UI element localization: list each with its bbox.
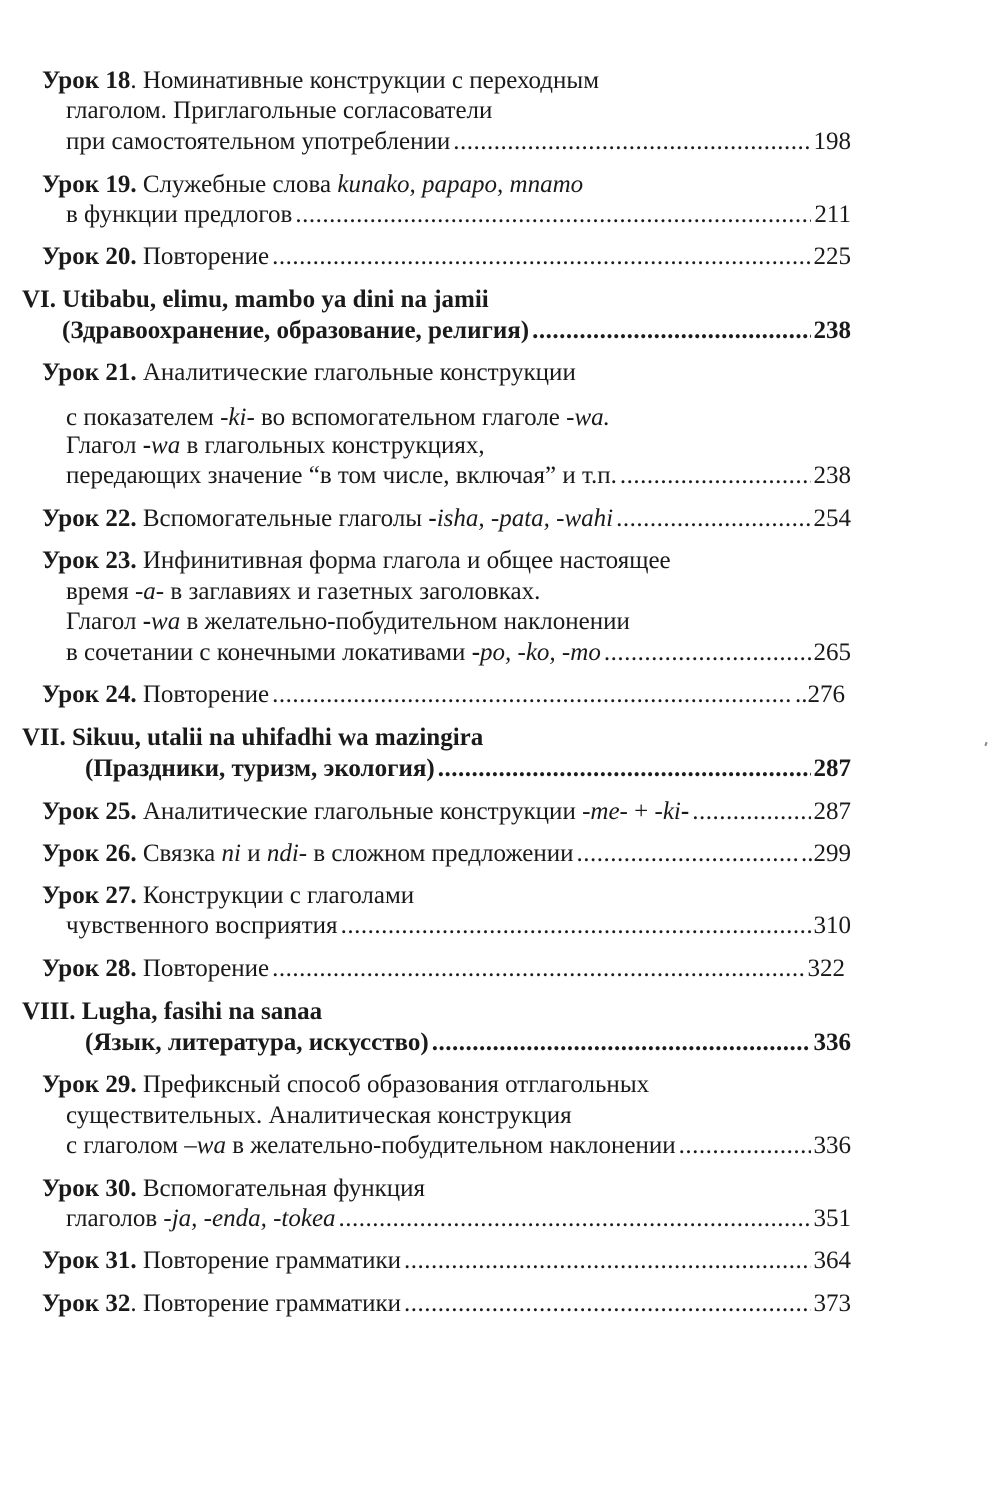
text-italic: - (220, 404, 229, 431)
toc-entry-lesson-30[interactable] (66, 1204, 851, 1234)
lesson-title: Повторение грамматики (136, 1247, 401, 1274)
text-italic: po, -ko, -mo (480, 639, 601, 666)
toc-entry-lesson-29[interactable] (66, 1131, 851, 1161)
dot-leader (620, 461, 811, 491)
text-bold: - (471, 639, 481, 666)
toc-entry-lesson-27[interactable] (66, 911, 851, 941)
text-italic: -a- (134, 578, 165, 605)
lesson-label: Урок 27. (42, 882, 137, 909)
lesson-title: Аналитические глагольные конструкции (136, 798, 583, 825)
toc-entry-lesson-22[interactable] (42, 504, 851, 534)
lesson-label: Урок 28. (42, 955, 137, 982)
text: Глагол (66, 608, 143, 635)
lesson-label: Урок 21. (42, 359, 137, 386)
dot-leader (272, 954, 804, 984)
page-number: 198 (813, 128, 851, 155)
toc-entry-lesson-21-line2 (66, 403, 610, 433)
toc-entry-lesson-23-line2 (66, 577, 540, 607)
toc-entry-lesson-23-line1 (42, 546, 671, 576)
text: и (240, 840, 267, 867)
page-number: ..299 (801, 840, 851, 867)
section-7-title (22, 723, 483, 753)
toc-entry-lesson-31[interactable] (42, 1246, 851, 1276)
lesson-title: Повторение (136, 955, 270, 982)
section-6-title (22, 285, 489, 315)
lesson-title: Служебные слова (136, 171, 338, 198)
text: в желательно-побудительном наклонении (180, 608, 630, 635)
toc-entry-lesson-20[interactable] (42, 242, 851, 272)
text-bold: - (142, 608, 152, 635)
text-italic: ndi (266, 840, 299, 867)
dot-leader (692, 797, 810, 827)
text-italic: –wa (184, 1132, 226, 1159)
text: в желательно-побудительном наклонении (225, 1132, 676, 1159)
text: глаголов (66, 1205, 164, 1232)
toc-entry-lesson-19-line1 (42, 170, 583, 200)
lesson-label: Урок 30. (42, 1175, 137, 1202)
dot-leader (453, 127, 810, 157)
lesson-title: . Повторение грамматики (130, 1290, 401, 1317)
section-subtitle: (Здравоохранение, образование, религия) (62, 317, 530, 344)
lesson-title-cont: передающих значение “в том числе, включая” и т.п. (66, 462, 617, 489)
text: в заглавиях и газетных заголовках. (164, 578, 541, 605)
toc-entry-lesson-27-line1 (42, 881, 414, 911)
text-bold: - (142, 432, 152, 459)
toc-entry-section-7[interactable] (85, 754, 851, 784)
toc-entry-lesson-18[interactable] (66, 127, 851, 157)
page-number: ..276 (795, 681, 845, 708)
text: - во вспомогательном глаголе (246, 404, 567, 431)
page-number: 265 (813, 639, 851, 666)
text: в сочетании с конечными локативами (66, 639, 472, 666)
page-number: 364 (813, 1247, 851, 1274)
section-8-title (22, 997, 322, 1027)
toc-entry-lesson-29-line2 (66, 1101, 572, 1131)
toc-entry-lesson-26[interactable] (42, 839, 851, 869)
toc-entry-lesson-24[interactable] (42, 680, 845, 710)
dot-leader (341, 911, 811, 941)
lesson-title-cont: в функции предлогов (66, 201, 293, 228)
page-number: 336 (813, 1132, 851, 1159)
text-bold: - (680, 798, 690, 825)
toc-entry-lesson-29-line1 (42, 1070, 649, 1100)
dot-leader (404, 1289, 811, 1319)
lesson-title: Аналитические глагольные конструкции (136, 359, 576, 386)
lesson-title: Связка (136, 840, 222, 867)
section-subtitle: (Язык, литература, искусство) (85, 1029, 429, 1056)
text-italic: -wa. (566, 404, 610, 431)
page-number: 254 (813, 505, 851, 532)
text: время (66, 578, 135, 605)
dot-leader (272, 680, 792, 710)
lesson-title-italic: isha, -pata, -wahi (436, 505, 614, 532)
lesson-title: . Номинативные конструкции с переходным (130, 67, 600, 94)
dot-leader (577, 839, 798, 869)
toc-entry-lesson-18-line2 (66, 96, 492, 126)
lesson-title: Вспомогательная функция (136, 1175, 426, 1202)
lesson-title: Повторение (136, 243, 270, 270)
text-italic: wa (151, 608, 181, 635)
lesson-label: Урок 20. (42, 243, 137, 270)
lesson-label: Урок 31. (42, 1247, 137, 1274)
dot-leader (404, 1246, 811, 1276)
page-number: 351 (813, 1205, 851, 1232)
text: с показателем (66, 404, 221, 431)
toc-entry-section-8[interactable] (85, 1028, 851, 1058)
page-number: 211 (814, 201, 851, 228)
lesson-title: Инфинитивная форма глагола и общее настоящее (136, 547, 671, 574)
dot-leader (679, 1131, 811, 1161)
page-number: 287 (813, 798, 851, 825)
toc-entry-lesson-28[interactable] (42, 954, 845, 984)
lesson-label: Урок 24. (42, 681, 137, 708)
text-italic: -me- (582, 798, 628, 825)
toc-entry-lesson-21-line3 (66, 431, 485, 461)
text: - в сложном предложении (298, 840, 574, 867)
section-title-text: VIII. Lugha, fasihi na sanaa (22, 998, 323, 1025)
text-bold: - (428, 505, 437, 532)
toc-entry-lesson-18-line1 (42, 66, 599, 96)
lesson-label: Урок 26. (42, 840, 137, 867)
page-number: 238 (813, 462, 851, 489)
lesson-title: Конструкции с глаголами (136, 882, 415, 909)
page-number: 225 (813, 243, 851, 270)
lesson-title-italic: kunako, papapo, mnamo (337, 171, 584, 198)
toc-entry-lesson-21[interactable] (66, 461, 851, 491)
text-italic: -ja, -enda, -tokea (163, 1205, 336, 1232)
section-title-text: VI. Utibabu, elimu, mambo ya dini na jamii (22, 286, 489, 313)
lesson-title-cont: существительных. Аналитическая конструкция (66, 1102, 572, 1129)
text: Глагол (66, 432, 143, 459)
lesson-label: Урок 18 (42, 67, 131, 94)
lesson-label: Урок 25. (42, 798, 137, 825)
lesson-title: Префиксный способ образования отглагольных (136, 1071, 650, 1098)
lesson-title-cont: глаголом. Приглагольные согласователи (66, 97, 493, 124)
text-italic: ni (221, 840, 241, 867)
toc-entry-lesson-19[interactable] (66, 200, 851, 230)
dot-leader (272, 242, 810, 272)
text: + (627, 798, 655, 825)
section-subtitle: (Праздники, туризм, экология) (85, 755, 435, 782)
scan-speck (984, 742, 987, 746)
dot-leader (432, 1028, 811, 1058)
dot-leader (295, 200, 811, 230)
lesson-label: Урок 23. (42, 547, 137, 574)
lesson-label: Урок 19. (42, 171, 137, 198)
toc-entry-lesson-23-line3 (66, 607, 630, 637)
lesson-title-cont: чувственного восприятия (66, 912, 338, 939)
lesson-title: Повторение (136, 681, 270, 708)
text: в глагольных конструкциях, (180, 432, 485, 459)
lesson-title-cont: при самостоятельном употреблении (66, 128, 451, 155)
toc-entry-lesson-32[interactable] (42, 1289, 851, 1319)
toc-entry-lesson-25[interactable] (42, 797, 851, 827)
lesson-label: Урок 22. (42, 505, 137, 532)
dot-leader (604, 638, 811, 668)
toc-entry-lesson-23[interactable] (66, 638, 851, 668)
page-number: 322 (807, 955, 845, 982)
dot-leader (438, 754, 811, 784)
text-italic: ki (228, 404, 247, 431)
page-number: 287 (813, 755, 851, 782)
page-number: 310 (813, 912, 851, 939)
toc-entry-lesson-30-line1 (42, 1174, 425, 1204)
lesson-title: Вспомогательные глаголы (136, 505, 429, 532)
toc-entry-lesson-21-line1 (42, 358, 576, 388)
text-italic: wa (151, 432, 181, 459)
text: с глаголом (66, 1132, 185, 1159)
section-title-text: VII. Sikuu, utalii na uhifadhi wa mazingira (22, 724, 484, 751)
dot-leader (532, 316, 810, 346)
toc-entry-section-6[interactable] (62, 316, 851, 346)
text-italic: -ki (654, 798, 681, 825)
page-number: 238 (813, 317, 851, 344)
dot-leader (616, 504, 810, 534)
lesson-label: Урок 29. (42, 1071, 137, 1098)
page-number: 373 (813, 1290, 851, 1317)
dot-leader (339, 1204, 811, 1234)
page-number: 336 (813, 1029, 851, 1056)
lesson-label: Урок 32 (42, 1290, 131, 1317)
